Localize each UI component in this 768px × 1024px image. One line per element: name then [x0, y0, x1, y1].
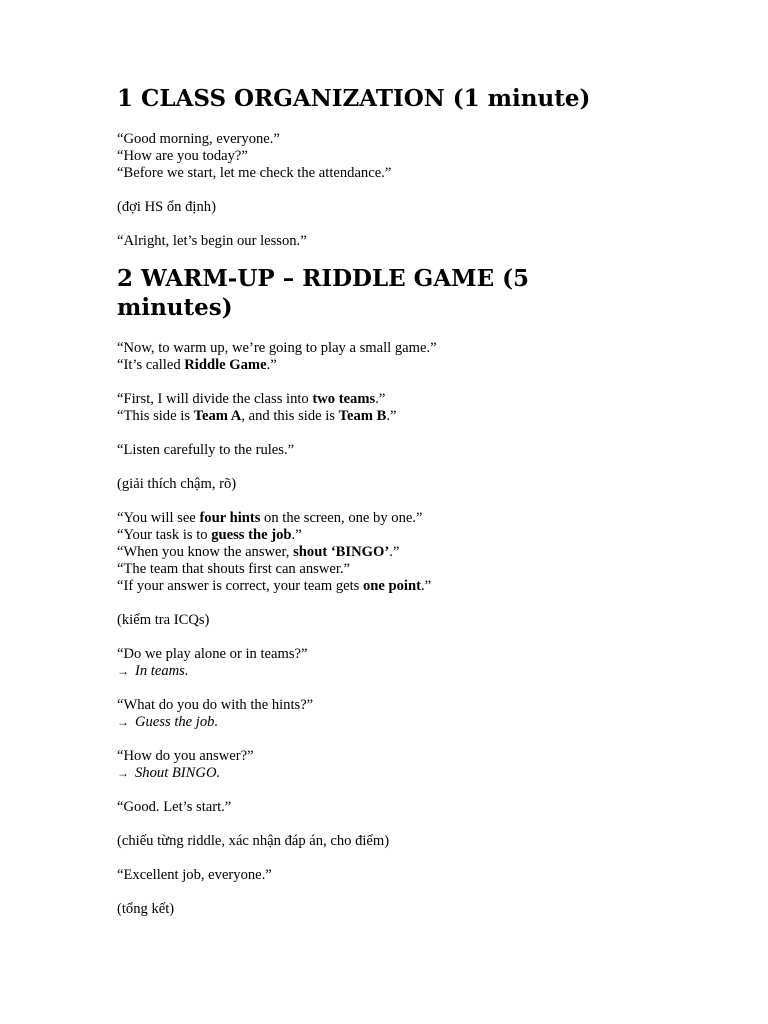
shout-bingo-term: shout ‘BINGO’ — [293, 544, 390, 560]
divide-pre: “First, I will divide the class into — [117, 391, 313, 407]
begin-line: “Alright, let’s begin our lesson.” — [117, 233, 307, 249]
know-pre: “When you know the answer, — [117, 544, 294, 560]
greeting-paragraph — [117, 131, 717, 182]
task-post: .” — [291, 527, 302, 543]
start-paragraph — [117, 799, 717, 816]
arrow-right-icon: → — [117, 664, 129, 678]
correct-pre: “If your answer is correct, your team gets — [117, 578, 363, 594]
icq-answer-3-text: Shout BINGO. — [135, 765, 221, 781]
icq-2 — [117, 697, 717, 731]
hints-pre: “You will see — [117, 510, 200, 526]
section-1-heading: 1 CLASS ORGANIZATION (1 minute) — [117, 85, 591, 112]
correct-post: .” — [420, 578, 432, 594]
riddle-game-term: Riddle Game — [184, 357, 267, 373]
intro2-post: .” — [266, 357, 277, 373]
intro-line-1: “Now, to warm up, we’re going to play a small game.” — [117, 340, 437, 356]
excellent-line: “Excellent job, everyone.” — [117, 867, 272, 883]
listen-line: “Listen carefully to the rules.” — [117, 442, 295, 458]
know-post: .” — [389, 544, 400, 560]
intro-paragraph — [117, 340, 717, 374]
note-explain — [117, 476, 717, 493]
greeting-line: “Good morning, everyone.” — [117, 131, 280, 147]
sides-pre: “This side is — [117, 408, 194, 424]
four-hints-term: four hints — [199, 510, 261, 526]
arrow-right-icon: → — [117, 766, 129, 780]
start-line: “Good. Let’s start.” — [117, 799, 232, 815]
rules-paragraph — [117, 510, 717, 595]
begin-paragraph — [117, 233, 717, 250]
know-line — [117, 544, 717, 561]
note-icq-text: (kiểm tra ICQs) — [117, 612, 210, 628]
correct-line — [117, 578, 717, 595]
icq-answer-1-text: In teams. — [135, 663, 189, 679]
how-are-you-line: “How are you today?” — [117, 148, 248, 164]
note-settle — [117, 199, 717, 216]
team-b-term: Team B — [338, 408, 387, 424]
note-icq — [117, 612, 717, 629]
attendance-line: “Before we start, let me check the attendance.” — [117, 165, 392, 181]
listen-paragraph — [117, 442, 717, 459]
team-a-term: Team A — [193, 408, 242, 424]
hints-line — [117, 510, 717, 527]
sides-post: .” — [386, 408, 397, 424]
hints-post: on the screen, one by one.” — [260, 510, 423, 526]
note-settle-text: (đợi HS ổn định) — [117, 199, 216, 215]
note-summary — [117, 901, 717, 918]
sides-mid: , and this side is — [241, 408, 339, 424]
note-summary-text: (tổng kết) — [117, 901, 175, 917]
task-pre: “Your task is to — [117, 527, 212, 543]
icq-answer-3 — [117, 765, 717, 782]
team-first-line: “The team that shouts first can answer.” — [117, 561, 351, 577]
intro-line-2 — [117, 357, 717, 374]
arrow-right-icon: → — [117, 715, 129, 729]
two-teams-term: two teams — [312, 391, 376, 407]
document-page — [117, 84, 717, 918]
icq-question-3: “How do you answer?” — [117, 748, 254, 764]
icq-3 — [117, 748, 717, 782]
divide-post: .” — [375, 391, 386, 407]
task-line — [117, 527, 717, 544]
icq-1 — [117, 646, 717, 680]
note-show — [117, 833, 717, 850]
section-2-heading-line-2: minutes) — [117, 294, 233, 321]
icq-answer-1 — [117, 663, 717, 680]
icq-answer-2 — [117, 714, 717, 731]
icq-answer-2-text: Guess the job. — [135, 714, 219, 730]
excellent-paragraph — [117, 867, 717, 884]
icq-question-2: “What do you do with the hints?” — [117, 697, 314, 713]
divide-line — [117, 391, 717, 408]
section-2-heading-line-1: 2 WARM-UP – RIDDLE GAME (5 — [117, 265, 530, 292]
sides-line — [117, 408, 717, 425]
section-2-heading — [117, 264, 717, 322]
one-point-term: one point — [362, 578, 421, 594]
intro2-pre: “It’s called — [117, 357, 185, 373]
note-show-text: (chiếu từng riddle, xác nhận đáp án, cho điểm) — [117, 833, 390, 849]
icq-question-1: “Do we play alone or in teams?” — [117, 646, 308, 662]
note-explain-text: (giải thích chậm, rõ) — [117, 476, 237, 492]
teams-paragraph — [117, 391, 717, 425]
guess-the-job-term: guess the job — [211, 527, 292, 543]
